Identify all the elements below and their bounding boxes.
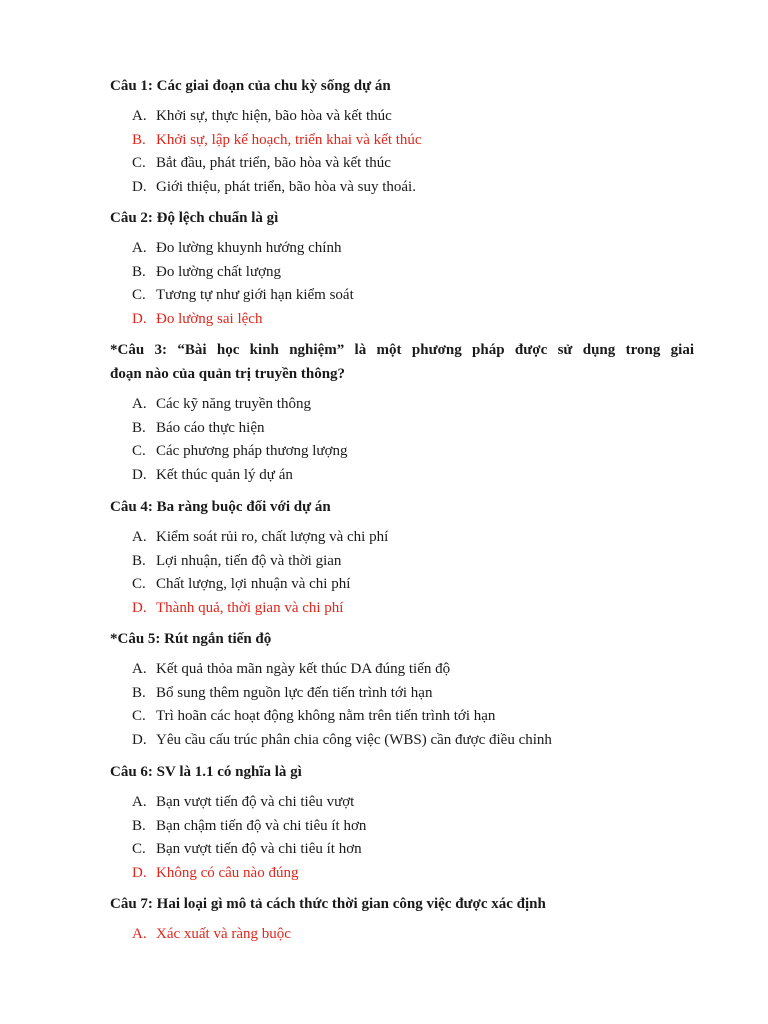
option-text: Khởi sự, lập kế hoạch, triển khai và kết thúc xyxy=(156,131,422,148)
option-text: Xác xuất và ràng buộc xyxy=(156,926,291,942)
option-text: Bạn vượt tiến độ và chi tiêu ít hơn xyxy=(156,841,362,857)
option-text: Tương tự như giới hạn kiểm soát xyxy=(156,287,354,303)
question-4 xyxy=(110,495,694,620)
answer-options xyxy=(110,658,694,752)
answer-option-c xyxy=(110,152,694,176)
option-text: Không có câu nào đúng xyxy=(156,864,299,881)
question-5 xyxy=(110,627,694,752)
answer-option-c xyxy=(110,573,694,597)
option-text: Kiểm soát rủi ro, chất lượng và chi phí xyxy=(156,529,389,545)
option-text: Lợi nhuận, tiến độ và thời gian xyxy=(156,552,342,569)
answer-option-b xyxy=(110,261,694,285)
option-letter: D. xyxy=(132,731,147,748)
option-letter: D. xyxy=(132,599,147,616)
answer-option-b xyxy=(110,550,694,574)
question-title: Câu 2: Độ lệch chuẩn là gì xyxy=(110,210,279,226)
answer-option-c xyxy=(110,705,694,729)
option-text: Bổ sung thêm nguồn lực đến tiến trình tới hạn xyxy=(156,684,433,701)
answer-option-d xyxy=(110,862,694,886)
answer-option-b xyxy=(110,682,694,706)
answer-option-a xyxy=(110,526,694,550)
answer-option-a xyxy=(110,791,694,815)
question-title: Câu 1: Các giai đoạn của chu kỳ sống dự án xyxy=(110,78,391,94)
option-text: Bạn vượt tiến độ và chi tiêu vượt xyxy=(156,794,355,810)
answer-option-a xyxy=(110,105,694,129)
question-title-line1: *Câu 3: “Bài học kinh nghiệm” là một phương pháp được sử dụng trong giai xyxy=(110,342,694,358)
option-letter: C. xyxy=(132,443,146,459)
question-title xyxy=(110,338,694,386)
option-letter: C. xyxy=(132,841,146,857)
option-text: Các phương pháp thương lượng xyxy=(156,443,348,459)
option-letter: D. xyxy=(132,466,147,483)
question-7 xyxy=(110,892,694,947)
option-text: Kết thúc quản lý dự án xyxy=(156,466,293,483)
option-text: Báo cáo thực hiện xyxy=(156,419,265,436)
option-text: Đo lường chất lượng xyxy=(156,263,282,280)
answer-options xyxy=(110,526,694,620)
answer-options xyxy=(110,791,694,885)
question-title: Câu 6: SV là 1.1 có nghĩa là gì xyxy=(110,764,302,780)
answer-option-d xyxy=(110,729,694,753)
answer-options xyxy=(110,393,694,487)
option-text: Trì hoãn các hoạt động không nằm trên tiến trình tới hạn xyxy=(156,708,496,724)
option-text: Bạn chậm tiến độ và chi tiêu ít hơn xyxy=(156,817,367,834)
option-letter: B. xyxy=(132,131,146,148)
option-letter: C. xyxy=(132,576,146,592)
option-text: Kết quả thỏa mãn ngày kết thúc DA đúng tiến độ xyxy=(156,661,451,677)
option-text: Bắt đầu, phát triển, bão hòa và kết thúc xyxy=(156,155,391,171)
question-title: Câu 4: Ba ràng buộc đối với dự án xyxy=(110,499,331,515)
option-text: Giới thiệu, phát triển, bão hòa và suy thoái. xyxy=(156,178,416,195)
answer-option-a xyxy=(110,658,694,682)
option-text: Thành quả, thời gian và chi phí xyxy=(156,599,344,616)
option-letter: A. xyxy=(132,794,147,810)
option-letter: A. xyxy=(132,396,147,412)
answer-option-d xyxy=(110,464,694,488)
answer-option-c xyxy=(110,284,694,308)
option-letter: B. xyxy=(132,552,146,569)
option-text: Đo lường sai lệch xyxy=(156,310,263,327)
question-title-line2: đoạn nào của quản trị truyền thông? xyxy=(110,366,346,382)
option-letter: B. xyxy=(132,817,146,834)
option-letter: B. xyxy=(132,684,146,701)
option-letter: D. xyxy=(132,310,147,327)
option-letter: A. xyxy=(132,108,147,124)
option-letter: B. xyxy=(132,419,146,436)
option-text: Đo lường khuynh hướng chính xyxy=(156,240,342,256)
option-text: Các kỹ năng truyền thông xyxy=(156,396,311,412)
answer-option-c xyxy=(110,838,694,862)
question-title: Câu 7: Hai loại gì mô tả cách thức thời gian công việc được xác định xyxy=(110,896,546,912)
answer-option-b xyxy=(110,129,694,153)
question-2 xyxy=(110,206,694,331)
option-letter: C. xyxy=(132,155,146,171)
question-6 xyxy=(110,760,694,885)
answer-options xyxy=(110,237,694,331)
answer-option-a xyxy=(110,237,694,261)
option-letter: C. xyxy=(132,287,146,303)
answer-options xyxy=(110,923,694,947)
option-letter: C. xyxy=(132,708,146,724)
option-letter: B. xyxy=(132,263,146,280)
question-3 xyxy=(110,338,694,487)
option-text: Yêu cầu cấu trúc phân chia công việc (WBS) cần được điều chỉnh xyxy=(156,731,552,748)
option-letter: A. xyxy=(132,529,147,545)
answer-option-a xyxy=(110,923,694,947)
option-letter: D. xyxy=(132,864,147,881)
answer-option-b xyxy=(110,815,694,839)
answer-option-a xyxy=(110,393,694,417)
answer-options xyxy=(110,105,694,199)
answer-option-c xyxy=(110,440,694,464)
question-title: *Câu 5: Rút ngắn tiến độ xyxy=(110,631,272,647)
answer-option-d xyxy=(110,176,694,200)
option-text: Chất lượng, lợi nhuận và chi phí xyxy=(156,576,351,592)
answer-option-d xyxy=(110,308,694,332)
option-letter: A. xyxy=(132,926,147,942)
option-letter: A. xyxy=(132,661,147,677)
answer-option-d xyxy=(110,597,694,621)
question-1 xyxy=(110,74,694,199)
answer-option-b xyxy=(110,417,694,441)
option-letter: A. xyxy=(132,240,147,256)
option-letter: D. xyxy=(132,178,147,195)
option-text: Khởi sự, thực hiện, bão hòa và kết thúc xyxy=(156,108,392,124)
